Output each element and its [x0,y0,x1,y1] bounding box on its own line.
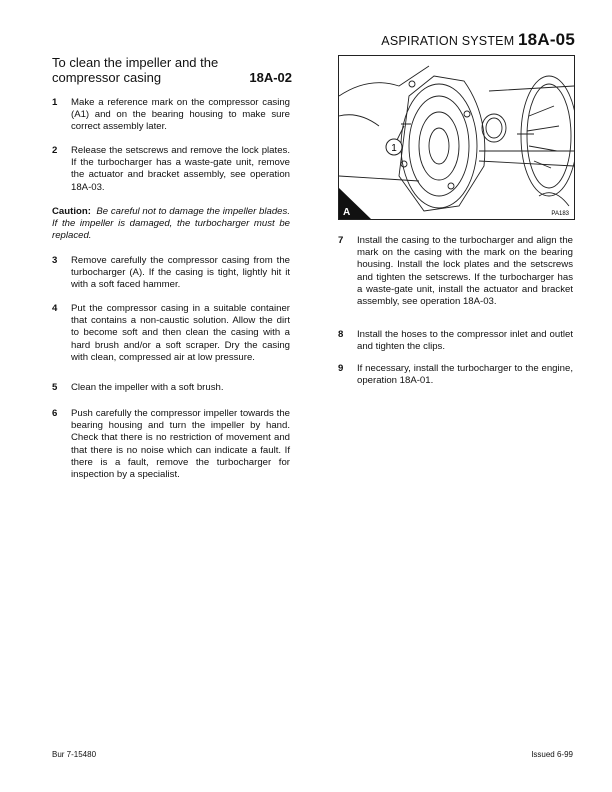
step-text: If necessary, install the turbocharger to the engine, operation 18A-01. [357,363,573,387]
caution-label: Caution: [52,206,91,217]
step-number: 8 [338,329,344,340]
title-line: compressor casing [52,70,162,85]
footer-doc-number: Bur 7-15480 [52,750,97,759]
step-number: 6 [52,408,58,419]
step-text: Install the hoses to the compressor inlet and outlet and tighten the clips. [357,329,573,353]
page-header [330,30,575,50]
step-7 [338,235,573,308]
step-text: Install the casing to the turbocharger and align the mark on the casing with the mark on the bearing housing. Install the lock plates and the setscrews and tighten the setscrews. If the turbocharger has a waste-gate unit, install the actuator and bracket assembly, see operation 18A-03. [357,235,573,308]
step-text: Make a reference mark on the compressor casing (A1) and on the bearing housing to make sure correct assembly later. [71,97,290,133]
figure-label: A [343,207,351,218]
step-text: Clean the impeller with a soft brush. [71,382,224,393]
step-text: Push carefully the compressor impeller towards the bearing housing and turn the impeller by hand. Check that there is no restriction of movement and that there is no noise which can indicate a fault. If there is a fault, remove the turbocharger for inspection by a specialist. [71,408,290,481]
callout-number: 1 [391,143,397,154]
step-6 [52,408,290,481]
caution-text: Be careful not to damage the impeller blades. If the impeller is damaged, the turbocharger must be replaced. [52,206,290,242]
title-line: To clean the impeller and the [52,55,219,70]
step-1 [52,97,290,134]
step-number: 1 [52,97,58,108]
caution-note [52,206,290,243]
page-code: 18A-05 [518,30,575,49]
step-2 [52,145,290,194]
step-number: 7 [338,235,344,246]
step-number: 5 [52,382,58,393]
step-number: 2 [52,145,58,156]
footer-issue: Issued 6-99 [531,750,573,759]
step-5 [52,382,290,394]
section-title: ASPIRATION SYSTEM [381,34,515,48]
step-8 [338,329,573,353]
compressor-casing-drawing [339,56,574,219]
figure-reference: PA183 [551,211,569,217]
step-3 [52,255,290,292]
turbocharger-illustration [338,55,575,220]
step-4 [52,303,290,364]
step-number: 9 [338,363,344,374]
step-9 [338,363,573,387]
step-text: Put the compressor casing in a suitable container that contains a non-caustic solution. Allow the dirt to become soft and then clean the casing with a hard brush and/or a soft scraper. Dry the casing with clean, compressed air at low pressure. [71,303,290,363]
step-number: 3 [52,255,58,266]
operation-number: 18A-02 [249,70,292,85]
step-number: 4 [52,303,58,314]
step-text: Remove carefully the compressor casing from the turbocharger (A). If the casing is tight, lightly hit it with a soft faced hammer. [71,255,290,291]
step-text: Release the setscrews and remove the lock plates. If the turbocharger has a waste-gate unit, remove the actuator and bracket assembly, see operation 18A-03. [71,145,290,193]
